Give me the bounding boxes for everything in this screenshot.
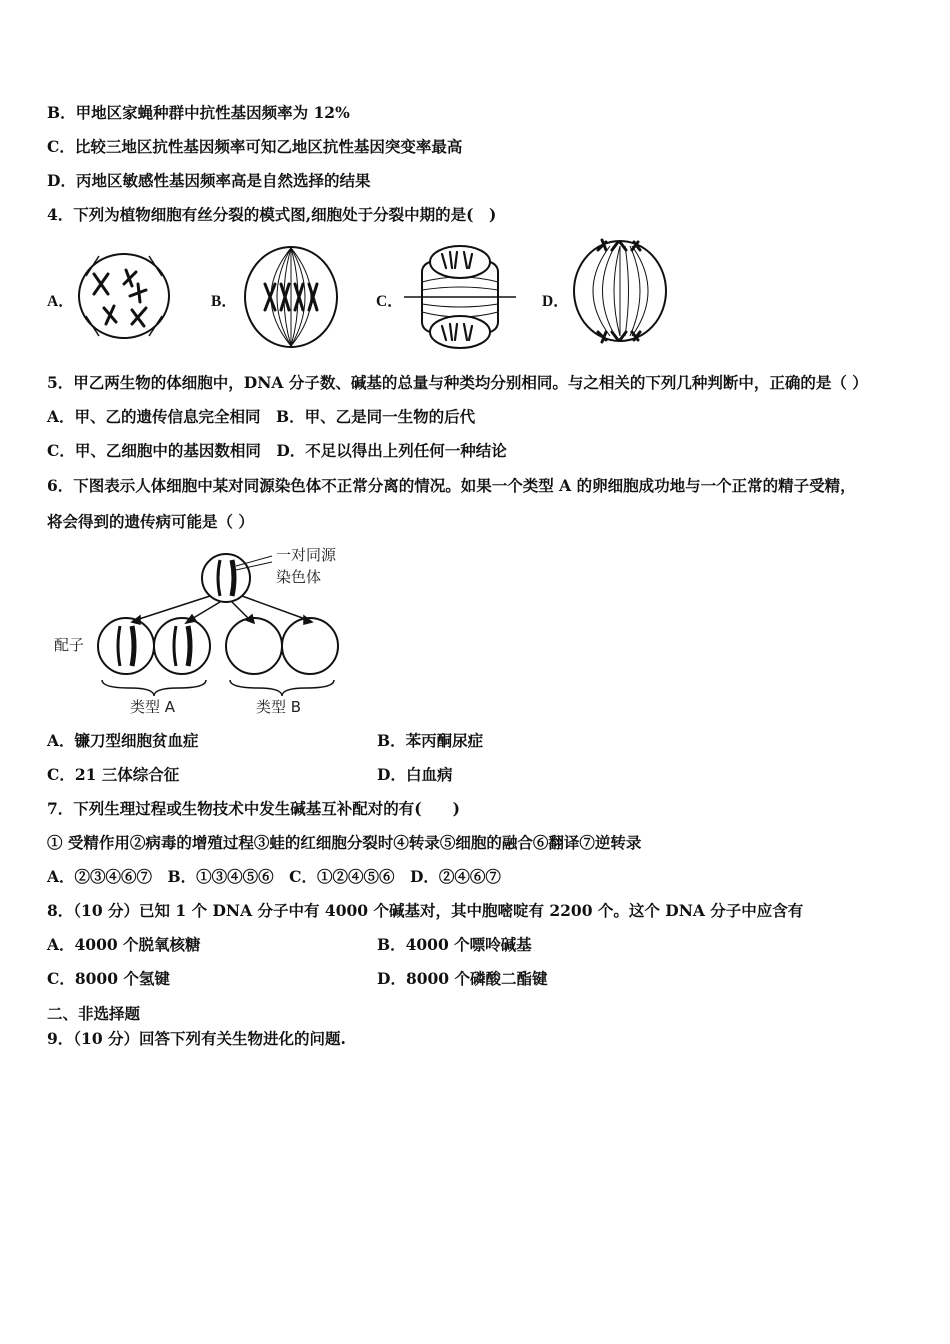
diagram-label-pair-2: 染色体 <box>276 568 322 586</box>
q4-label-b: B． <box>211 293 237 310</box>
q6-option-d: D．白血病 <box>377 765 453 784</box>
q6-option-c: C．21 三体综合征 <box>47 765 180 784</box>
q6-stem-line1: 6．下图表示人体细胞中某对同源染色体不正常分离的情况。如果一个类型 A 的卵细胞成功地与一个正常的精子受精， <box>47 476 856 495</box>
cell-figure-b <box>241 244 341 350</box>
cell-figure-c <box>402 242 518 352</box>
q7-items: ① 受精作用②病毒的增殖过程③蛙的红细胞分裂时④转录⑤细胞的融合⑥翻译⑦逆转录 <box>47 833 642 852</box>
diagram-label-type-a: 类型 A <box>130 698 176 716</box>
q3-option-d: D．丙地区敏感性基因频率高是自然选择的结果 <box>47 171 371 190</box>
q6-option-a: A．镰刀型细胞贫血症 <box>47 731 199 750</box>
q5-stem: 5．甲乙两生物的体细胞中，DNA 分子数、碱基的总量与种类均分别相同。与之相关的下列几种判断中，正确的是（ ） <box>47 373 868 392</box>
q8-option-c: C．8000 个氢键 <box>47 969 170 988</box>
q4-label-c: C． <box>376 293 403 310</box>
q5-options-row2: C．甲、乙细胞中的基因数相同 D．不足以得出上列任何一种结论 <box>47 441 507 460</box>
q4-label-d: D． <box>542 293 569 310</box>
q8-option-a: A．4000 个脱氧核糖 <box>47 935 201 954</box>
q9-stem: 9．（10 分）回答下列有关生物进化的问题. <box>47 1029 346 1048</box>
q3-option-b: B．甲地区家蝇种群中抗性基因频率为 12% <box>47 103 350 122</box>
chromosome-nondisjunction-diagram <box>50 540 360 720</box>
q7-options: A．②③④⑥⑦ B．①③④⑤⑥ C．①②④⑤⑥ D．②④⑥⑦ <box>47 867 501 886</box>
cell-figure-d <box>570 238 670 344</box>
section-heading: 二、非选择题 <box>47 1004 141 1023</box>
q3-option-c: C．比较三地区抗性基因频率可知乙地区抗性基因突变率最高 <box>47 137 463 156</box>
q6-option-b: B．苯丙酮尿症 <box>377 731 484 750</box>
q4-stem: 4．下列为植物细胞有丝分裂的模式图,细胞处于分裂中期的是( ) <box>47 205 497 224</box>
q6-stem-line2: 将会得到的遗传病可能是（ ） <box>47 512 254 531</box>
q7-stem: 7．下列生理过程或生物技术中发生碱基互补配对的有( ) <box>47 799 460 818</box>
diagram-label-gamete: 配子 <box>54 636 85 654</box>
q4-label-a: A． <box>47 293 74 310</box>
q8-option-d: D．8000 个磷酸二酯键 <box>377 969 548 988</box>
cell-figure-a <box>74 246 174 346</box>
diagram-label-pair-1: 一对同源 <box>276 546 337 564</box>
q8-option-b: B．4000 个嘌呤碱基 <box>377 935 532 954</box>
diagram-label-type-b: 类型 B <box>256 698 302 716</box>
q5-options-row1: A．甲、乙的遗传信息完全相同 B．甲、乙是同一生物的后代 <box>47 407 476 426</box>
q8-stem: 8．（10 分）已知 1 个 DNA 分子中有 4000 个碱基对，其中胞嘧啶有 2200 个。这个 DNA 分子中应含有 <box>47 901 804 920</box>
